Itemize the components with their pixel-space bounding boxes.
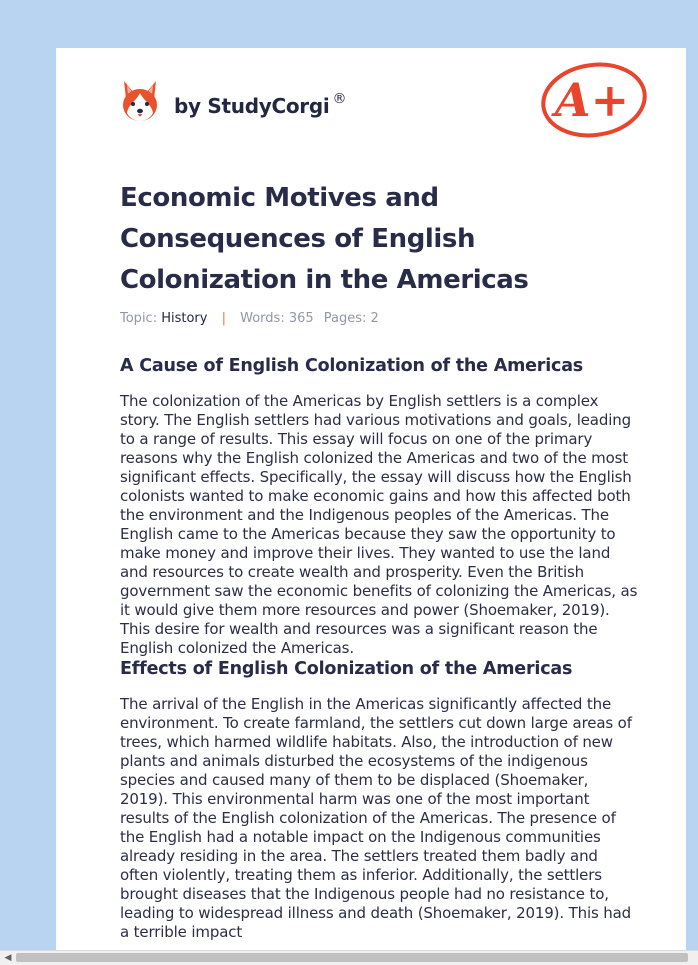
topic-label: Topic: (120, 311, 158, 326)
studycorgi-logo[interactable] (120, 76, 347, 126)
section-heading: A Cause of English Colonization of the Americas (120, 356, 584, 376)
grade-badge-text: A+ (554, 73, 630, 127)
corgi-icon (120, 79, 160, 123)
page-title: Economic Motives and Consequences of English Colonization in the Americas (120, 183, 529, 295)
word-count: Words: 365 (240, 311, 314, 326)
page-count: Pages: 2 (323, 311, 379, 326)
meta-separator: | (221, 311, 226, 326)
horizontal-scrollbar[interactable] (0, 950, 698, 965)
essay-body (120, 354, 640, 942)
section-paragraph: The arrival of the English in the Americas significantly affected the environment. To create farmland, the settlers cut down large areas of trees, which harmed wildlife habitats. Also, the introduction of new plants and animals disturbed the ecosystems of the indigenous species and caused many of them to be displaced (Shoemaker, 2019). This environmental harm was one of the most important results of the English colonization of the Americas. The presence of the English had a notable impact on the Indigenous communities already residing in the area. The settlers treated them badly and often violently, treating them as inferior. Additionally, the settlers brought diseases that the Indigenous people had no resistance to, leading to widespread illness and death (Shoemaker, 2019). This had a terrible impact (120, 695, 632, 941)
grade-badge-icon (538, 60, 648, 140)
essay-meta (120, 311, 379, 326)
scrollbar-thumb[interactable] (16, 953, 688, 962)
section-heading: Effects of English Colonization of the Americas (120, 659, 573, 679)
scroll-left-icon[interactable]: ◀ (4, 953, 12, 963)
document-page (56, 48, 686, 952)
topic-link[interactable]: History (161, 311, 208, 326)
brand-name: by StudyCorgi ® (174, 91, 347, 118)
section-paragraph: The colonization of the Americas by English settlers is a complex story. The English settlers had various motivations and goals, leading to a range of results. This essay will focus on one of the primary reasons why the English colonized the Americas and two of the most significant effects. Specifically, the essay will discuss how the English colonists wanted to make economic gains and how this affected both the environment and the Indigenous peoples of the Americas. The English came to the Americas because they saw the opportunity to make money and improve their lives. They wanted to use the land and resources to create wealth and prosperity. Even the British government saw the economic benefits of colonizing the Americas, as it would give them more resources and power (Shoemaker, 2019). This desire for wealth and resources was a significant reason the English colonized the Americas. (120, 392, 638, 657)
